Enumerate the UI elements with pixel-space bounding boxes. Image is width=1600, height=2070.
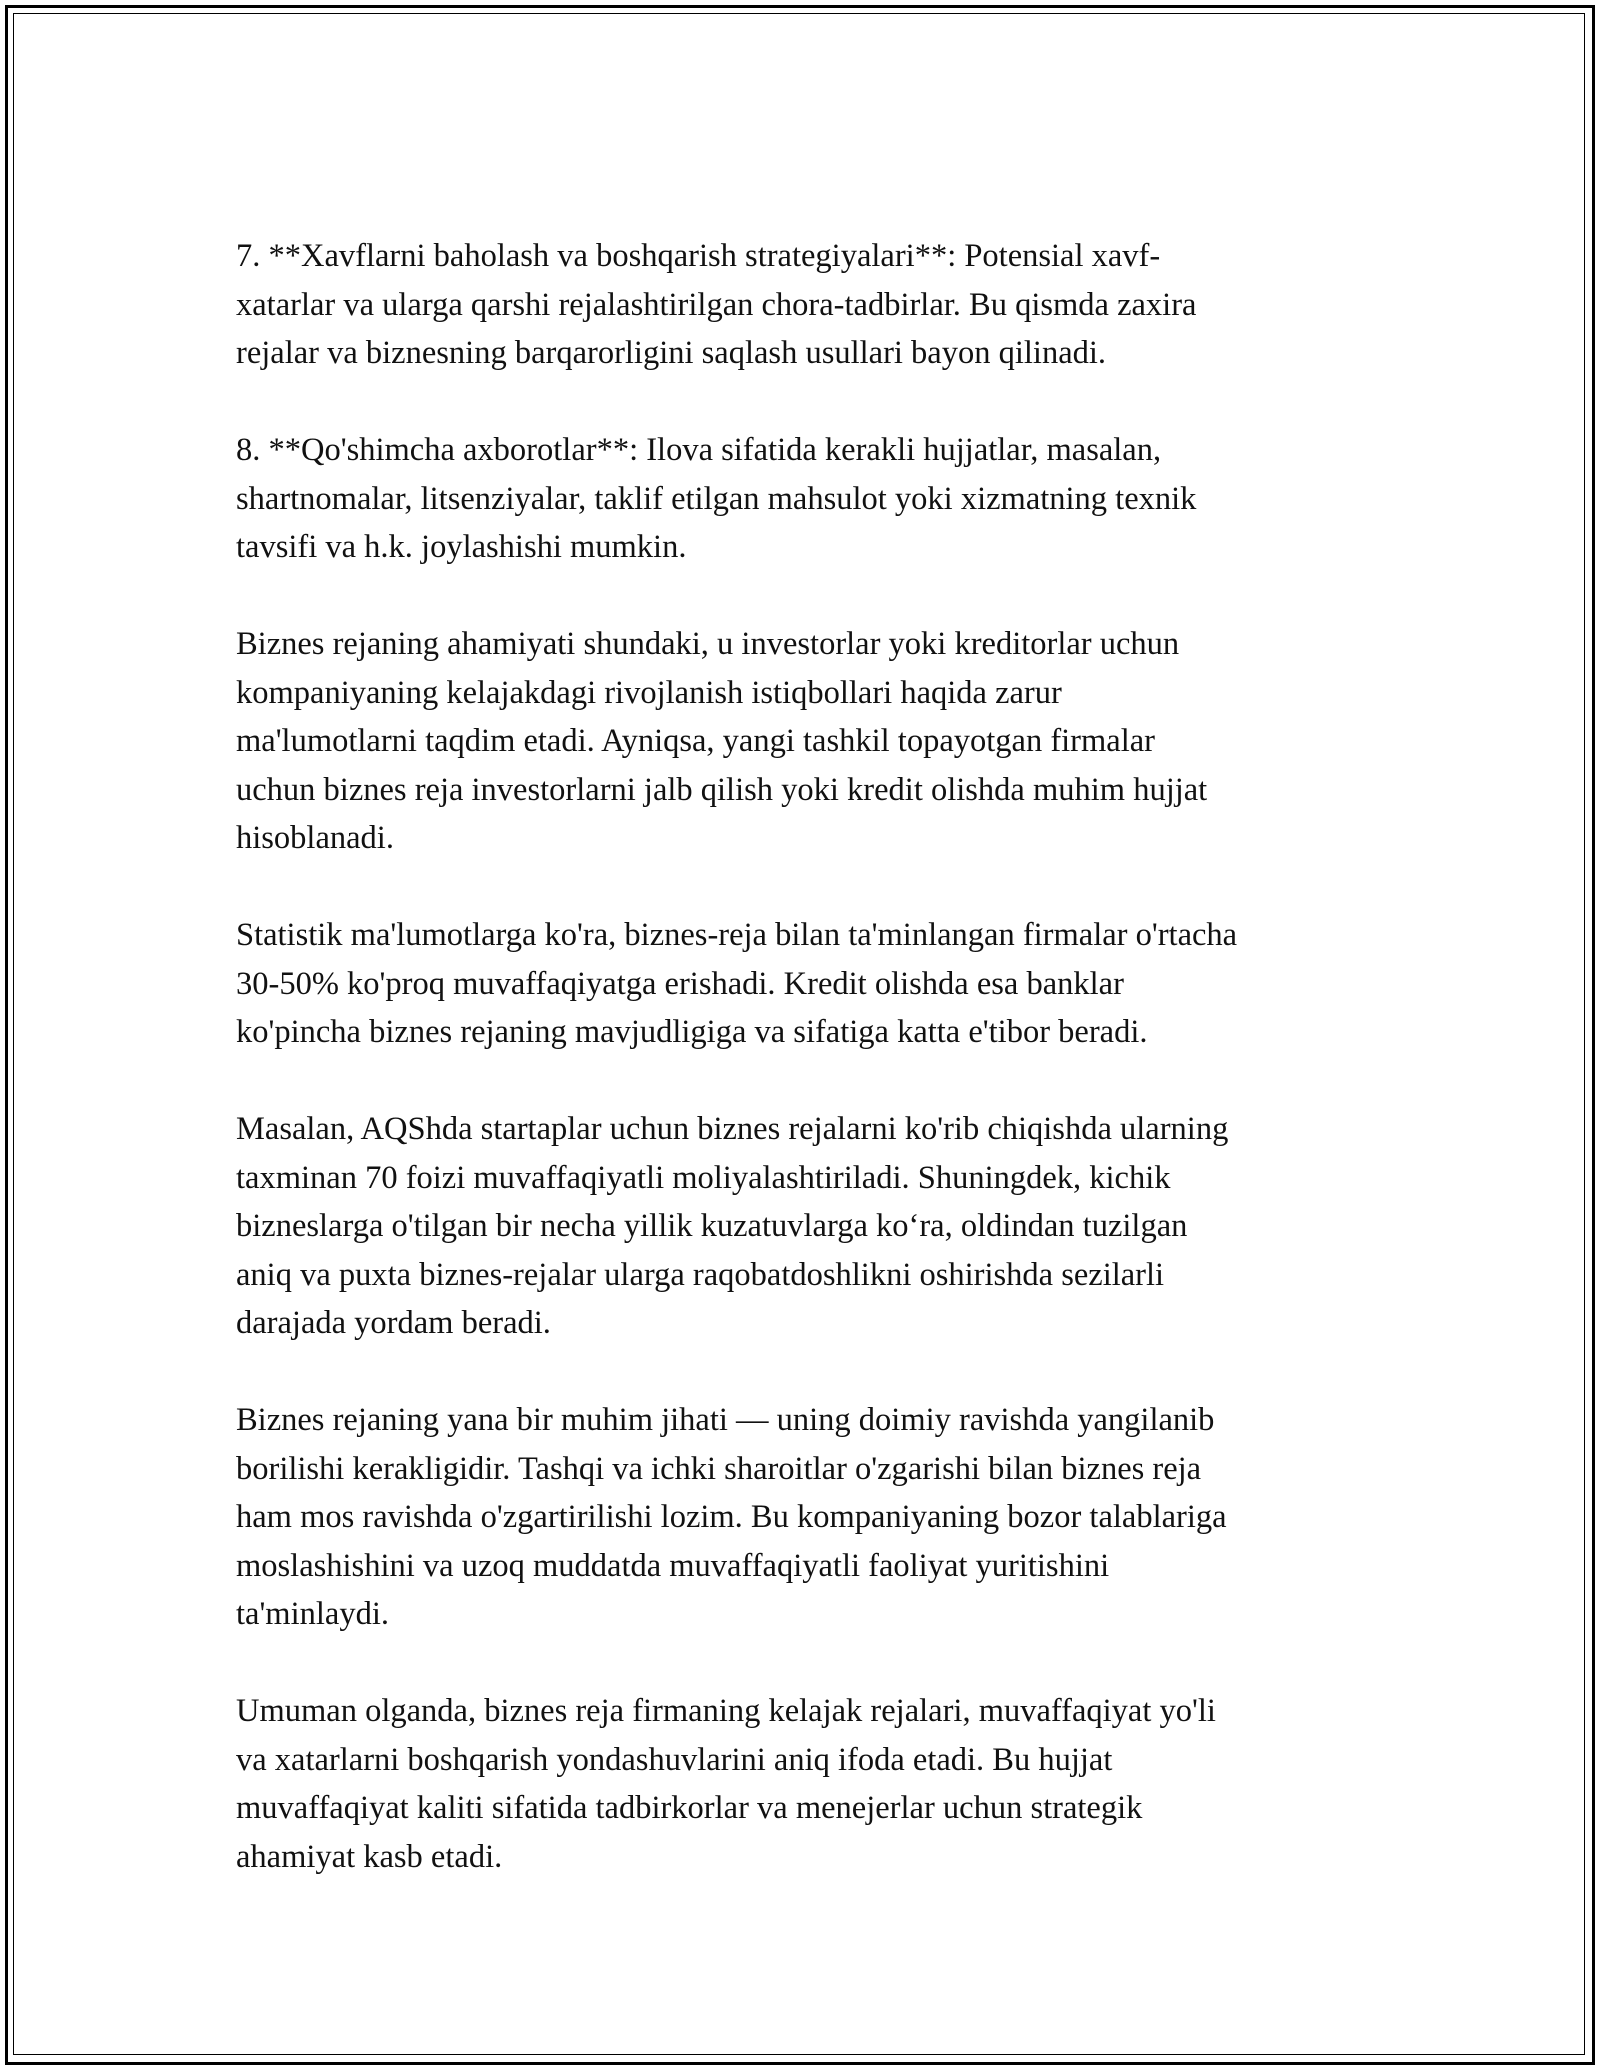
paragraph-conclusion: Umuman olganda, biznes reja firmaning kelajak rejalari, muvaffaqiyat yo'li va xatarlarni boshqarish yondashuvlarini aniq ifoda etadi. Bu hujjat muvaffaqiyat kaliti sifatida tadbirkorlar va menejerlar uchun strategik ahamiyat kasb etadi. [236,1693,1216,1875]
paragraph-updating: Biznes rejaning yana bir muhim jihati — uning doimiy ravishda yangilanib borilishi kerakligidir. Tashqi va ichki sharoitlar o'zgarishi bilan biznes reja ham mos ravishda o'zgartirilishi lozim. Bu kompaniyaning bozor talablariga moslashishini va uzoq muddatda muvaffaqiyatli faoliyat yuritishini ta'minlaydi. [236,1402,1227,1632]
document-body [236,232,1376,1930]
paragraph-importance: Biznes rejaning ahamiyati shundaki, u investorlar yoki kreditorlar uchun kompaniyaning kelajakdagi rivojlanish istiqbollari haqida zarur ma'lumotlarni taqdim etadi. Ayniqsa, yangi tashkil topayotgan firmalar uchun biznes reja investorlarni jalb qilish yoki kredit olishda muhim hujjat hisoblanadi. [236,626,1208,856]
paragraph-additional-info: 8. **Qo'shimcha axborotlar**: Ilova sifatida kerakli hujjatlar, masalan, shartnomalar, litsenziyalar, taklif etilgan mahsulot yoki xizmatning texnik tavsifi va h.k. joylashishi mumkin. [236,432,1197,565]
paragraph-risk-strategies: 7. **Xavflarni baholash va boshqarish strategiyalari**: Potensial xavf- xatarlar va ularga qarshi rejalashtirilgan chora-tadbirlar. Bu qismda zaxira rejalar va biznesning barqarorligini saqlash usullari bayon qilinadi. [236,238,1197,371]
paragraph-usa-example: Masalan, AQShda startaplar uchun biznes rejalarni ko'rib chiqishda ularning taxminan 70 foizi muvaffaqiyatli moliyalashtiriladi. Shuningdek, kichik bizneslarga o'tilgan bir necha yillik kuzatuvlarga ko‘ra, oldindan tuzilgan aniq va puxta biznes-rejalar ularga raqobatdoshlikni oshirishda sezilarli darajada yordam beradi. [236,1111,1229,1341]
paragraph-statistics: Statistik ma'lumotlarga ko'ra, biznes-reja bilan ta'minlangan firmalar o'rtacha 30-50% ko'proq muvaffaqiyatga erishadi. Kredit olishda esa banklar ko'pincha biznes rejaning mavjudligiga va sifatiga katta e'tibor beradi. [236,917,1238,1050]
